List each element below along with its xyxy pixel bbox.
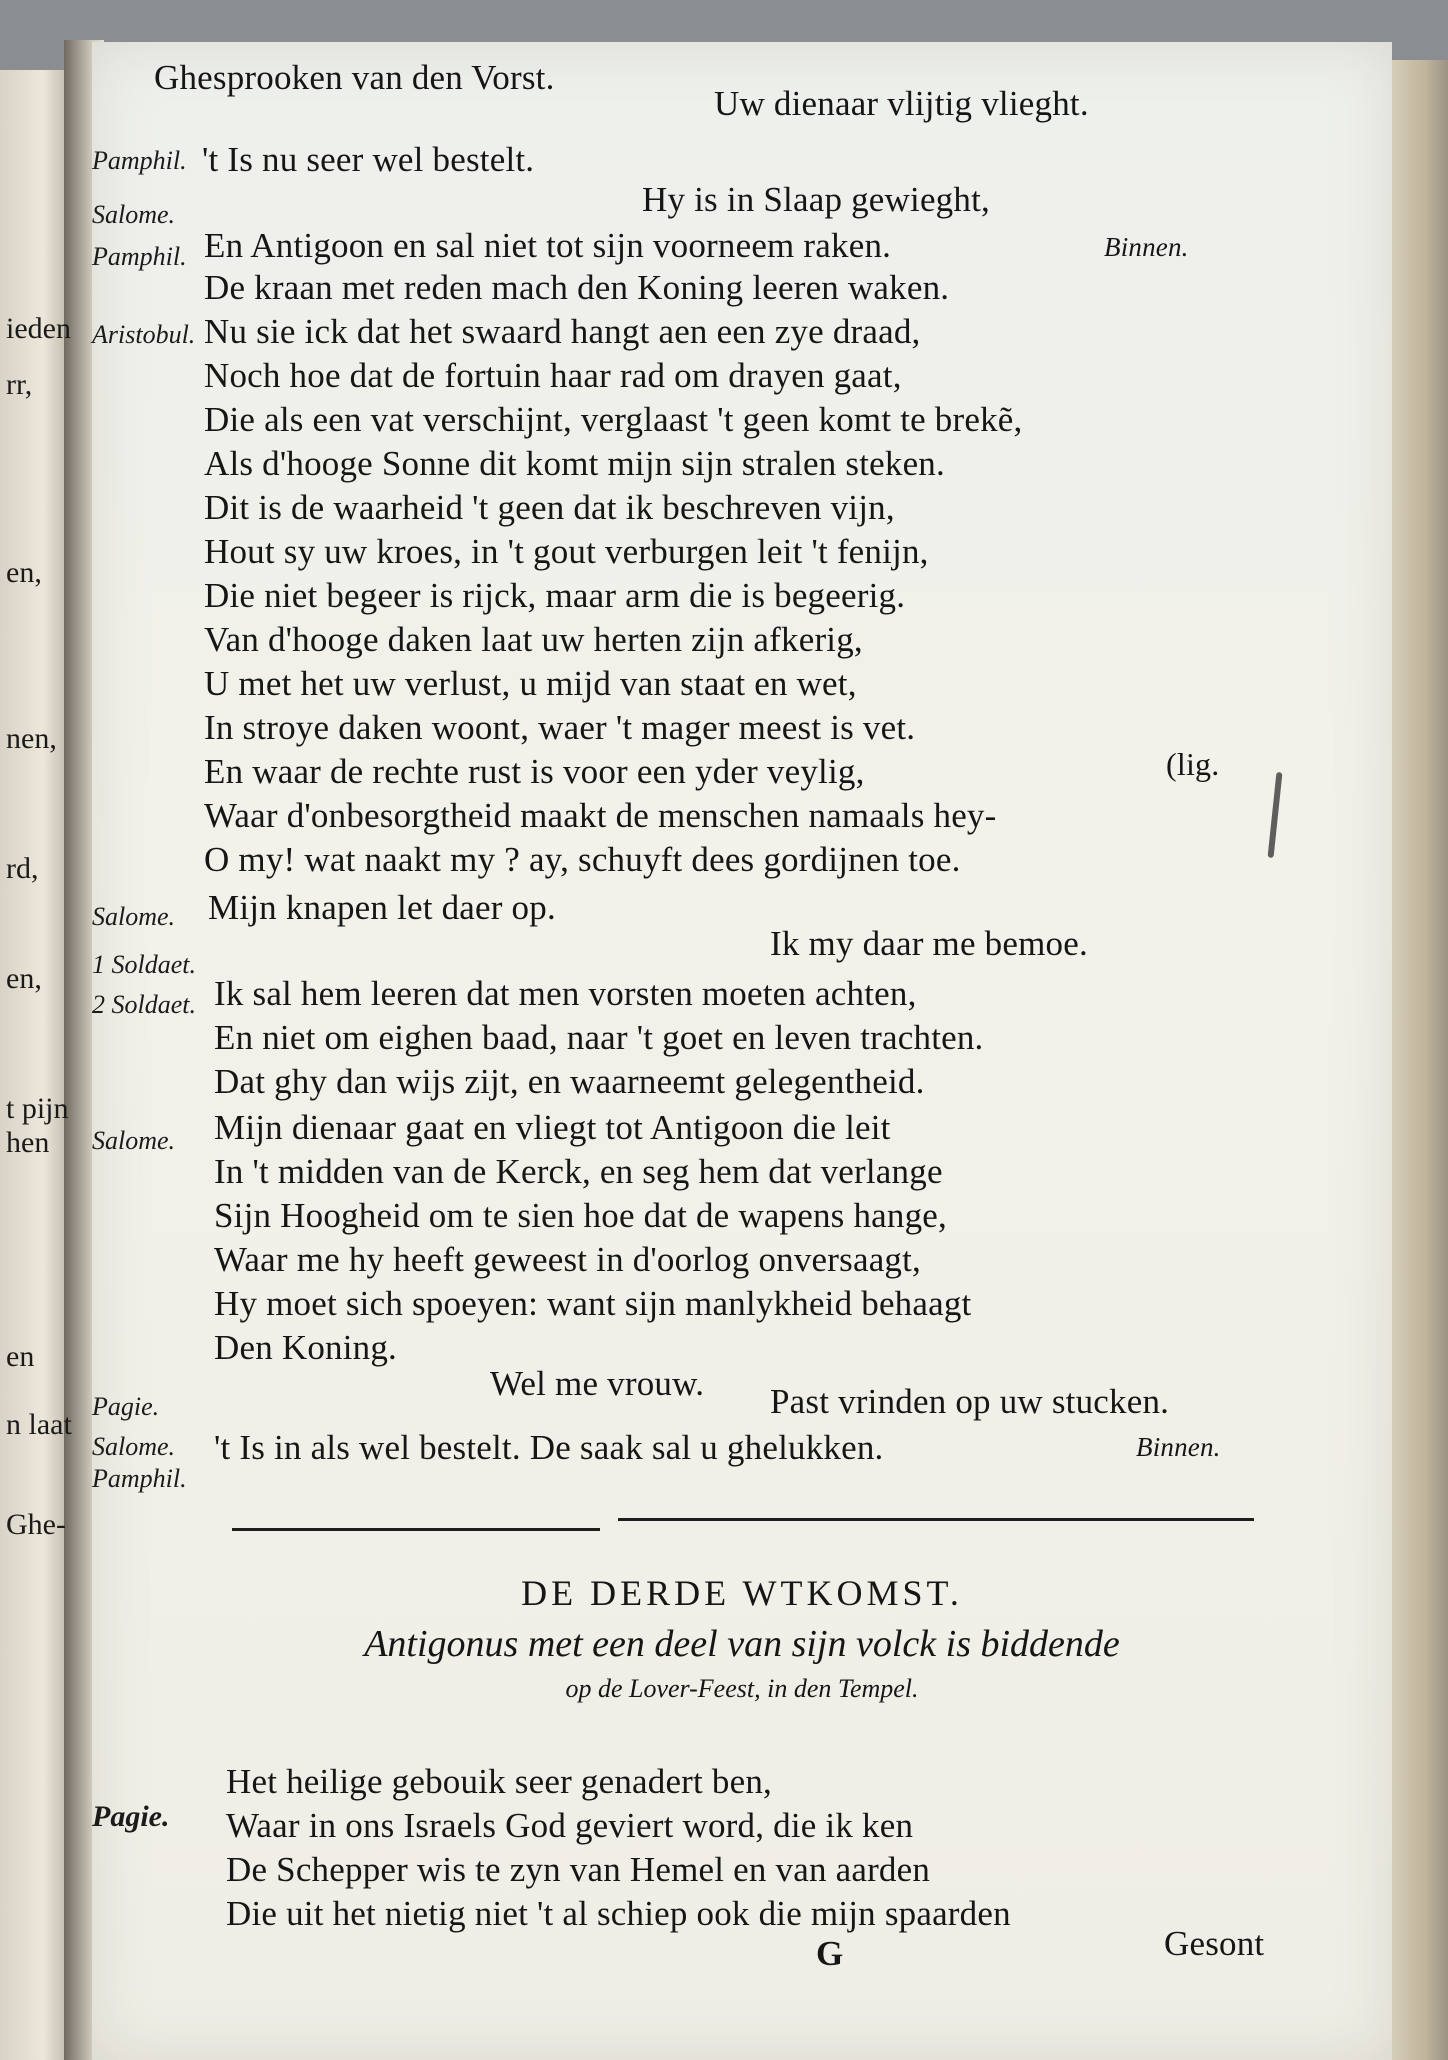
page-edge	[1392, 60, 1448, 2060]
signature-mark: G	[816, 1934, 844, 1973]
verse-line	[92, 620, 1392, 664]
verse-line	[92, 1428, 1392, 1493]
verse-text: Hout sy uw kroes, in 't gout verburgen leit 't fenijn,	[204, 532, 929, 571]
verse-text: Die uit het nietig niet 't al schiep ook die mijn spaarden	[226, 1894, 1011, 1933]
running-header-right	[92, 84, 1392, 128]
verse-text: En niet om eighen baad, naar 't goet en leven trachten.	[214, 1018, 984, 1057]
verse-text: Sijn Hoogheid om te sien hoe dat de wapens hange,	[214, 1196, 947, 1235]
verse-text: De Schepper wis te zyn van Hemel en van aarden	[226, 1850, 931, 1889]
verse-line	[92, 840, 1392, 884]
verse-line	[92, 1800, 1392, 1850]
speaker-name: Pamphil.	[92, 242, 187, 271]
verse-line	[92, 796, 1392, 840]
verse-text: Hy is in Slaap gewieght,	[642, 180, 990, 219]
verse-text: Waar d'onbesorgtheid maakt de menschen namaals hey-	[204, 796, 997, 835]
verse-text: Ik sal hem leeren dat men vorsten moeten achten,	[214, 974, 917, 1013]
verse-line	[92, 974, 1392, 1018]
verse-text: Ik my daar me bemoe.	[770, 924, 1088, 963]
scene-title: DE DERDE WTKOMST.	[521, 1573, 963, 1613]
verse-text: In 't midden van de Kerck, en seg hem dat verlange	[214, 1152, 943, 1191]
left-page-fragment: rd,	[6, 852, 39, 885]
verse-text: Wel me vrouw.	[490, 1364, 705, 1403]
verse-text: Waar in ons Israels God geviert word, die ik ken	[226, 1806, 914, 1845]
verse-line	[92, 312, 1392, 356]
verse-line	[92, 576, 1392, 620]
verse-line	[92, 140, 1392, 184]
speaker-name: Salome.	[92, 200, 176, 229]
section-rule-left	[232, 1528, 600, 1531]
speaker-name: Pamphil.	[92, 146, 187, 175]
speaker-name: Pamphil.	[92, 1464, 187, 1493]
verse-text: Als d'hooge Sonne dit komt mijn sijn stralen steken.	[204, 444, 945, 483]
verse-text: Nu sie ick dat het swaard hangt aen een zye draad,	[204, 312, 921, 351]
verse-line	[92, 444, 1392, 488]
header-right: Uw dienaar vlijtig vlieght.	[714, 84, 1089, 123]
section-rule-right	[618, 1518, 1254, 1521]
scene-subtitle: Antigonus met een deel van sijn volck is biddende	[364, 1623, 1120, 1665]
left-page-fragment: en,	[6, 962, 42, 995]
verse-text: Hy moet sich spoeyen: want sijn manlykheid behaagt	[214, 1284, 972, 1323]
verse-text: 't Is in als wel bestelt. De saak sal u ghelukken.	[214, 1428, 884, 1467]
verse-line	[92, 1108, 1392, 1155]
speaker-name: Salome.	[92, 1126, 176, 1155]
left-page-fragment: Ghe-	[6, 1508, 66, 1541]
verse-line	[92, 356, 1392, 400]
verse-text: Van d'hooge daken laat uw herten zijn afkerig,	[204, 620, 863, 659]
verse-line	[92, 1152, 1392, 1196]
verse-line	[92, 1240, 1392, 1284]
verse-line	[92, 1018, 1392, 1062]
left-page-fragment: en,	[6, 556, 42, 589]
verse-line	[92, 532, 1392, 576]
scene-subtitle-2: op de Lover-Feest, in den Tempel.	[565, 1674, 919, 1703]
speaker-name: Pagie.	[92, 1800, 170, 1833]
speaker-name: 2 Soldaet.	[92, 990, 196, 1019]
verse-line	[92, 1284, 1392, 1328]
header-left: Ghesprooken van den Vorst.	[154, 58, 555, 97]
left-page-fragment: n laat	[6, 1408, 72, 1441]
verse-line	[92, 746, 1392, 796]
left-page-fragment: nen,	[6, 722, 57, 755]
verse-line	[92, 1196, 1392, 1240]
verse-line	[92, 488, 1392, 532]
page-footer	[92, 1924, 1392, 1978]
left-page-fragment: en	[6, 1340, 35, 1373]
stage-direction: Binnen.	[1104, 232, 1189, 262]
speaker-name: Salome.	[92, 1432, 176, 1461]
verse-text: Noch hoe dat de fortuin haar rad om drayen gaat,	[204, 356, 902, 395]
left-page-fragment: rr,	[6, 368, 33, 401]
verse-text: O my! wat naakt my ? ay, schuyft dees gordijnen toe.	[204, 840, 961, 879]
catchword: Gesont	[1164, 1924, 1265, 1963]
left-page-fragment: t pijn	[6, 1092, 69, 1125]
verse-text: Dit is de waarheid 't geen dat ik beschreven vijn,	[204, 488, 895, 527]
verse-line	[92, 226, 1392, 270]
verse-text: Mijn dienaar gaat en vliegt tot Antigoon die leit	[214, 1108, 891, 1147]
verse-text: Dat ghy dan wijs zijt, en waarneemt gelegentheid.	[214, 1062, 925, 1101]
verse-text: U met het uw verlust, u mijd van staat en wet,	[204, 664, 857, 703]
verse-line	[92, 1762, 1392, 1806]
verse-line	[92, 664, 1392, 708]
verse-text: 't Is nu seer wel bestelt.	[202, 140, 535, 179]
speaker-name: 1 Soldaet.	[92, 950, 196, 979]
verse-text: Het heilige gebouik seer genadert ben,	[226, 1762, 772, 1801]
verse-text: De kraan met reden mach den Koning leeren waken.	[204, 268, 950, 307]
verse-text: Mijn knapen let daer op.	[208, 888, 556, 927]
verse-line	[92, 1850, 1392, 1894]
verse-text: Die niet begeer is rijck, maar arm die is begeerig.	[204, 576, 906, 615]
stage-direction: Binnen.	[1136, 1432, 1221, 1462]
verse-text: Past vrinden op uw stucken.	[770, 1382, 1170, 1421]
verse-line	[92, 1062, 1392, 1106]
verse-line	[92, 268, 1392, 312]
verse-text: Waar me hy heeft geweest in d'oorlog onversaagt,	[214, 1240, 922, 1279]
verse-text: Die als een vat verschijnt, verglaast 't geen komt te brekẽ,	[204, 400, 1023, 439]
verse-text: En Antigoon en sal niet tot sijn voorneem raken.	[204, 226, 892, 265]
verse-text: En waar de rechte rust is voor een yder veylig,	[204, 752, 865, 791]
left-page-fragment: hen	[6, 1126, 50, 1159]
verse-line	[92, 924, 1392, 979]
speaker-name: Salome.	[92, 902, 176, 931]
speaker-name: Aristobul.	[92, 320, 196, 349]
verse-text: In stroye daken woont, waer 't mager meest is vet.	[204, 708, 916, 747]
verse-text: Den Koning.	[214, 1328, 398, 1367]
left-page-fragment: ieden	[6, 312, 71, 345]
verse-line	[92, 180, 1392, 229]
verse-line	[92, 400, 1392, 444]
speaker-name: Pagie.	[92, 1392, 160, 1421]
turnover-word: (lig.	[1166, 746, 1220, 782]
